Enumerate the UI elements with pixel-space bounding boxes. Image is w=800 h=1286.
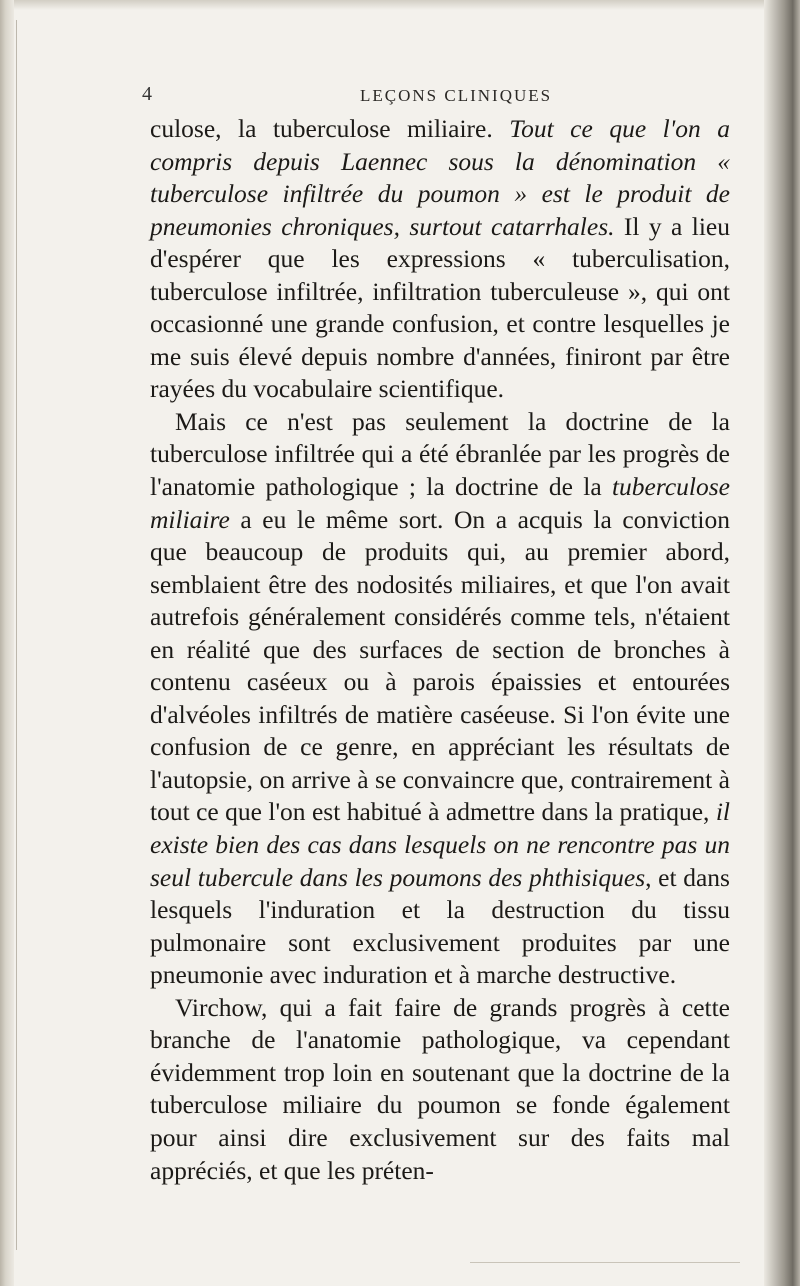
page-left-fold-line [16, 20, 17, 1250]
paragraph-2-italic-1: tuberculose miliaire [150, 472, 730, 534]
paragraph-2 [150, 406, 730, 992]
paragraph-2-italic-2: il existe bien des cas dans lesquels on ne rencontre pas un seul tubercule dans les poumons des phthisiques [150, 797, 730, 892]
page-top-shadow [0, 0, 800, 10]
page-right-edge [764, 0, 800, 1286]
paragraph-1-text-2: Il y a lieu d'espérer que les expressions « tuberculisation, tuberculose infiltrée, infiltration tuberculeuse », qui ont occasionné une grande confusion, et contre lesquelles je me suis élevé depuis nombre d'années, finiront par être rayées du vocabulaire scientifique. [150, 211, 730, 404]
paragraph-1-text-1: culose, la tuberculose miliaire. [150, 114, 510, 143]
paragraph-2-text-2: a eu le même sort. On a acquis la conviction que beaucoup de produits qui, au premier abord, semblaient être des nodosités miliaires, et que l'on avait autrefois généralement considérés comme tels, n'étaient en réalité que des surfaces de section de bronches à contenu caséeux ou à parois épaissies et entourées d'alvéoles infiltrés de matière caséeuse. Si l'on évite une confusion de ce genre, en appréciant les résultats de l'autopsie, on arrive à se convaincre que, contrairement à tout ce que l'on est habitué à admettre dans la pratique, [150, 504, 730, 827]
running-head: LEÇONS CLINIQUES [360, 86, 553, 105]
paragraph-3-text-1: Virchow, qui a fait faire de grands progrès à cette branche de l'anatomie pathologique, va cependant évidemment trop loin en soutenant que la doctrine de la tuberculose miliaire du poumon se fonde également pour ainsi dire exclusivement sur des faits mal appréciés, et que les préten- [150, 992, 730, 1185]
page-number: 4 [142, 83, 152, 105]
page-body [150, 113, 730, 1187]
paragraph-1-italic-1: Tout ce que l'on a compris depuis Laennec sous la dénomination « tuberculose infiltrée du poumon » est le produit de pneumonies chroniques, surtout catarrhales. [150, 114, 730, 241]
paragraph-3 [150, 992, 730, 1187]
page-bottom-mark [470, 1262, 740, 1263]
page-left-binding-edge [0, 0, 14, 1286]
paragraph-2-text-3: , et dans lesquels l'induration et la destruction du tissu pulmonaire sont exclusivement produites par une pneumonie avec induration et à marche destructive. [150, 862, 730, 990]
paragraph-1 [150, 113, 730, 406]
paragraph-2-text-1: Mais ce n'est pas seulement la doctrine de la tuberculose infiltrée qui a été ébranlée par les progrès de l'anatomie pathologique ; la doctrine de la [150, 406, 730, 502]
